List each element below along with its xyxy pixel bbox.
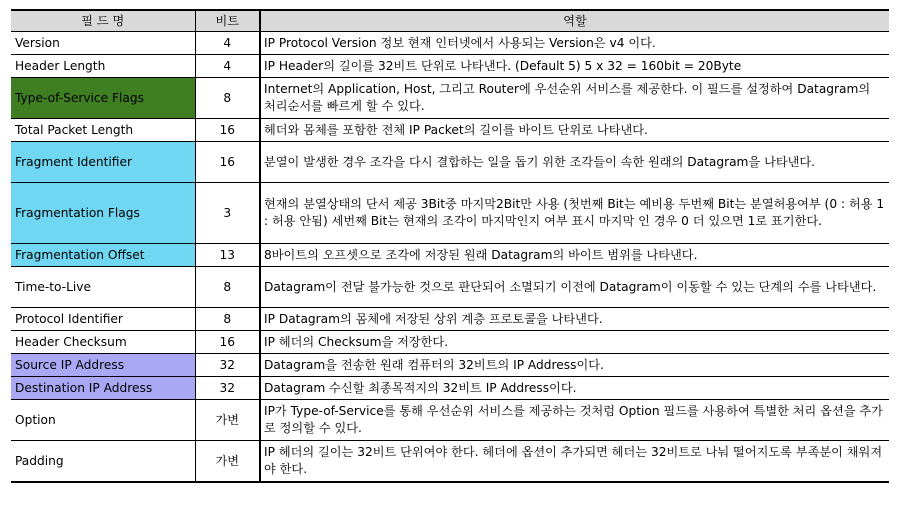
bits-cell: 가변 bbox=[195, 441, 260, 483]
ip-header-table-wrapper bbox=[11, 9, 889, 483]
field-name-cell: Time-to-Live bbox=[11, 267, 195, 308]
header-field-name: 필 드 명 bbox=[11, 10, 195, 32]
table-row bbox=[11, 354, 889, 377]
role-cell: IP가 Type-of-Service를 통해 우선순위 서비스를 제공하는 것처럼 Option 필드를 사용하여 특별한 처리 옵션을 추가로 정의할 수 있다. bbox=[260, 400, 889, 441]
table-row bbox=[11, 32, 889, 55]
table-row bbox=[11, 119, 889, 142]
bits-cell: 가변 bbox=[195, 400, 260, 441]
field-name-cell: Total Packet Length bbox=[11, 119, 195, 142]
role-cell: Datagram 수신할 최종목적지의 32비트 IP Address이다. bbox=[260, 377, 889, 400]
field-name-cell-highlighted: Fragmentation Flags bbox=[11, 183, 195, 244]
bits-cell: 32 bbox=[195, 354, 260, 377]
role-cell: Datagram이 전달 불가능한 것으로 판단되어 소멸되기 이전에 Datagram이 이동할 수 있는 단계의 수를 나타낸다. bbox=[260, 267, 889, 308]
table-row bbox=[11, 400, 889, 441]
bits-cell: 8 bbox=[195, 267, 260, 308]
role-cell: 헤더와 몸체를 포함한 전체 IP Packet의 길이를 바이트 단위로 나타낸다. bbox=[260, 119, 889, 142]
role-cell: IP Header의 길이를 32비트 단위로 나타낸다. (Default 5) 5 x 32 = 160bit = 20Byte bbox=[260, 55, 889, 78]
table-row bbox=[11, 308, 889, 331]
field-name-cell-highlighted: Source IP Address bbox=[11, 354, 195, 377]
field-name-cell-highlighted: Type-of-Service Flags bbox=[11, 78, 195, 119]
table-row bbox=[11, 55, 889, 78]
bits-cell: 13 bbox=[195, 244, 260, 267]
role-cell: IP 헤더의 Checksum을 저장한다. bbox=[260, 331, 889, 354]
header-role: 역할 bbox=[260, 10, 889, 32]
field-name-cell: Header Length bbox=[11, 55, 195, 78]
table-row bbox=[11, 244, 889, 267]
field-name-cell: Option bbox=[11, 400, 195, 441]
bits-cell: 16 bbox=[195, 142, 260, 183]
bits-cell: 4 bbox=[195, 55, 260, 78]
field-name-cell: Padding bbox=[11, 441, 195, 483]
field-name-cell-highlighted: Fragmentation Offset bbox=[11, 244, 195, 267]
table-row bbox=[11, 78, 889, 119]
bits-cell: 32 bbox=[195, 377, 260, 400]
role-cell: 현재의 분열상태의 단서 제공 3Bit중 마지막2Bit만 사용 (첫번째 Bit는 예비용 두번째 Bit는 분열허용여부 (0 : 허용 1 : 허용 안됨) 세번째 Bit는 현재의 조각이 마지막인지 여부 표시 마지막 인 경우 0 더 있으면 1로 표기한다. bbox=[260, 183, 889, 244]
ip-header-fields-table bbox=[11, 9, 889, 483]
field-name-cell: Protocol Identifier bbox=[11, 308, 195, 331]
field-name-cell-highlighted: Fragment Identifier bbox=[11, 142, 195, 183]
field-name-cell-highlighted: Destination IP Address bbox=[11, 377, 195, 400]
field-name-cell: Version bbox=[11, 32, 195, 55]
table-row bbox=[11, 441, 889, 483]
table-row bbox=[11, 183, 889, 244]
role-cell: 8바이트의 오프셋으로 조각에 저장된 원래 Datagram의 바이트 범위를 나타낸다. bbox=[260, 244, 889, 267]
header-bits: 비트 bbox=[195, 10, 260, 32]
bits-cell: 16 bbox=[195, 119, 260, 142]
bits-cell: 16 bbox=[195, 331, 260, 354]
role-cell: IP Protocol Version 정보 현재 인터넷에서 사용되는 Version은 v4 이다. bbox=[260, 32, 889, 55]
bits-cell: 8 bbox=[195, 308, 260, 331]
table-row bbox=[11, 331, 889, 354]
role-cell: IP Datagram의 몸체에 저장된 상위 계층 프로토콜을 나타낸다. bbox=[260, 308, 889, 331]
bits-cell: 8 bbox=[195, 78, 260, 119]
table-row bbox=[11, 142, 889, 183]
role-cell: IP 헤더의 길이는 32비트 단위여야 한다. 헤더에 옵션이 추가되면 헤더는 32비트로 나눠 떨어지도록 부족분이 채워져야 한다. bbox=[260, 441, 889, 483]
bits-cell: 3 bbox=[195, 183, 260, 244]
role-cell: Internet의 Application, Host, 그리고 Router에 우선순위 서비스를 제공한다. 이 필드를 설정하여 Datagram의 처리순서를 빠르게 할 수 있다. bbox=[260, 78, 889, 119]
bits-cell: 4 bbox=[195, 32, 260, 55]
role-cell: Datagram을 전송한 원래 컴퓨터의 32비트의 IP Address이다. bbox=[260, 354, 889, 377]
table-row bbox=[11, 377, 889, 400]
role-cell: 분열이 발생한 경우 조각을 다시 결합하는 일을 돕기 위한 조각들이 속한 원래의 Datagram을 나타낸다. bbox=[260, 142, 889, 183]
field-name-cell: Header Checksum bbox=[11, 331, 195, 354]
table-row bbox=[11, 267, 889, 308]
table-header-row bbox=[11, 10, 889, 32]
